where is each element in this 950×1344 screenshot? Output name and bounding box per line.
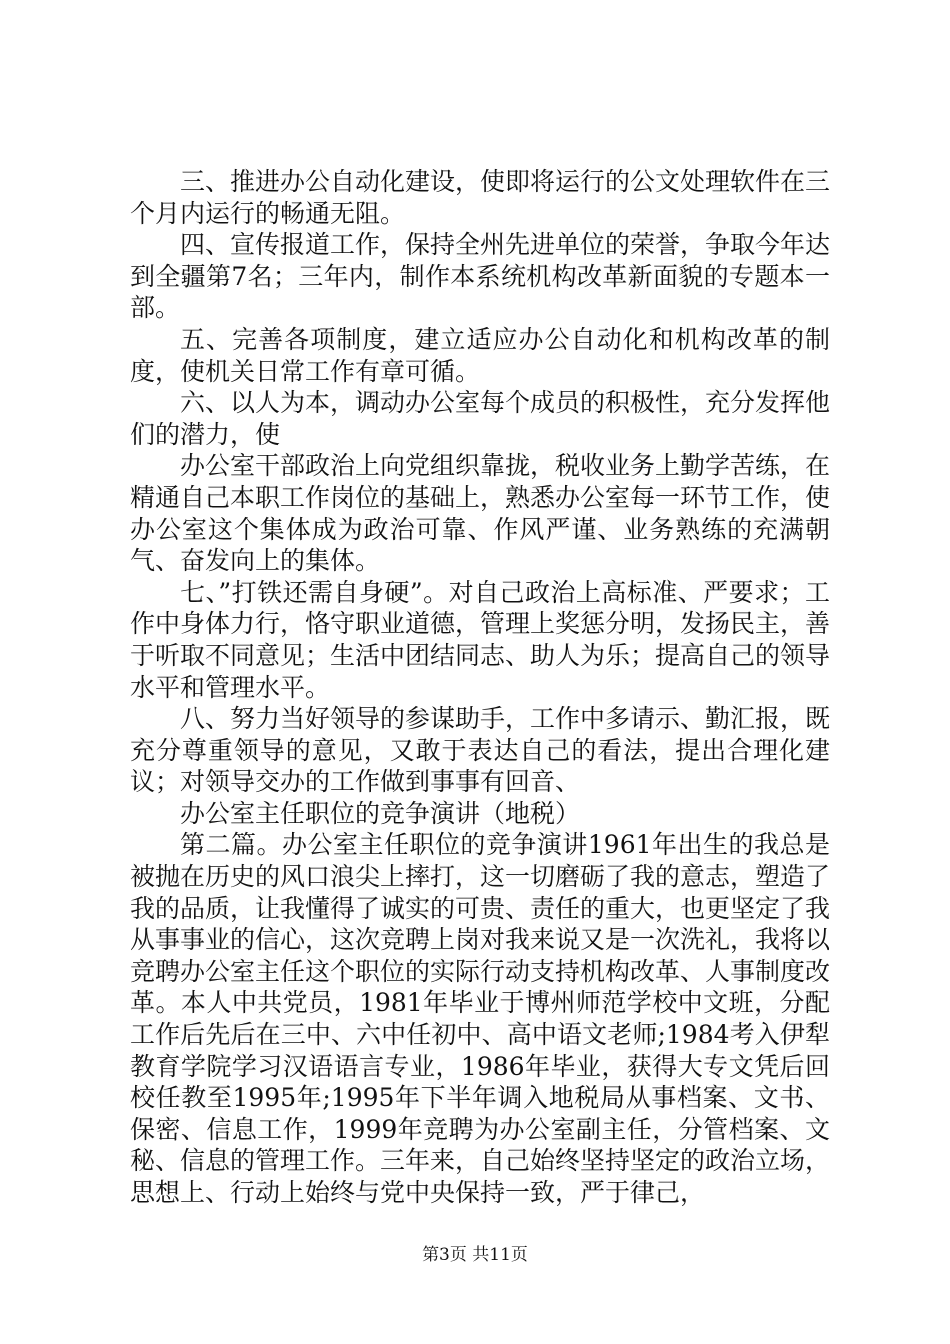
- paragraph-8-assistant-role: 八、努力当好领导的参谋助手，工作中多请示、勤汇报，既充分尊重领导的意见，又敢于表达自己的看法，提出合理化建议；对领导交办的工作做到事事有回音、: [130, 704, 831, 797]
- section-heading: 办公室主任职位的竞争演讲（地税）: [180, 798, 581, 828]
- paragraph-6-people-oriented: 六、以人为本，调动办公室每个成员的积极性，充分发挥他们的潜力，使: [130, 388, 831, 449]
- page-number-footer: 第3页 共11页: [422, 1245, 528, 1265]
- paragraph-4-publicity-reporting: 四、宣传报道工作，保持全州先进单位的荣誉，争取今年达到全疆第7名；三年内，制作本系统机构改革新面貌的专题本一部。: [130, 230, 831, 323]
- paragraph-3-office-automation: 三、推进办公自动化建设，使即将运行的公文处理软件在三个月内运行的畅通无阻。: [130, 167, 831, 228]
- paragraph-7-self-discipline: 七、”打铁还需自身硬”。对自己政治上高标准、严要求；工作中身体力行，恪守职业道德，管理上奖惩分明，发扬民主，善于听取不同意见；生活中团结同志、助人为乐；提高自己的领导水平和管理水平。: [130, 577, 831, 702]
- paragraph-office-cadres: 办公室干部政治上向党组织靠拢，税收业务上勤学苦练，在精通自己本职工作岗位的基础上，熟悉办公室每一环节工作，使办公室这个集体成为政治可靠、作风严谨、业务熟练的充满朝气、奋发向上的集体。: [130, 451, 831, 576]
- paragraph-second-speech: 第二篇。办公室主任职位的竞争演讲1961年出生的我总是被抛在历史的风口浪尖上摔打，这一切磨砺了我的意志，塑造了我的品质，让我懂得了诚实的可贵、责任的重大，也更坚定了我从事事业的信心，这次竞聘上岗对我来说又是一次洗礼，我将以竞聘办公室主任这个职位的实际行动支持机构改革、人事制度改革。本人中共党员，1981年毕业于博州师范学校中文班，分配工作后先后在三中、六中任初中、高中语文老师;1984考入伊犁教育学院学习汉语语言专业，1986年毕业，获得大专文凭后回校任教至1995年;1995年下半年调入地税局从事档案、文书、保密、信息工作，1999年竞聘为办公室副主任，分管档案、文秘、信息的管理工作。三年来，自己始终坚持坚定的政治立场，思想上、行动上始终与党中央保持一致，严于律己，: [130, 830, 831, 1207]
- paragraph-5-rules-improvement: 五、完善各项制度，建立适应办公自动化和机构改革的制度，使机关日常工作有章可循。: [130, 324, 830, 386]
- document-body: [130, 166, 830, 1209]
